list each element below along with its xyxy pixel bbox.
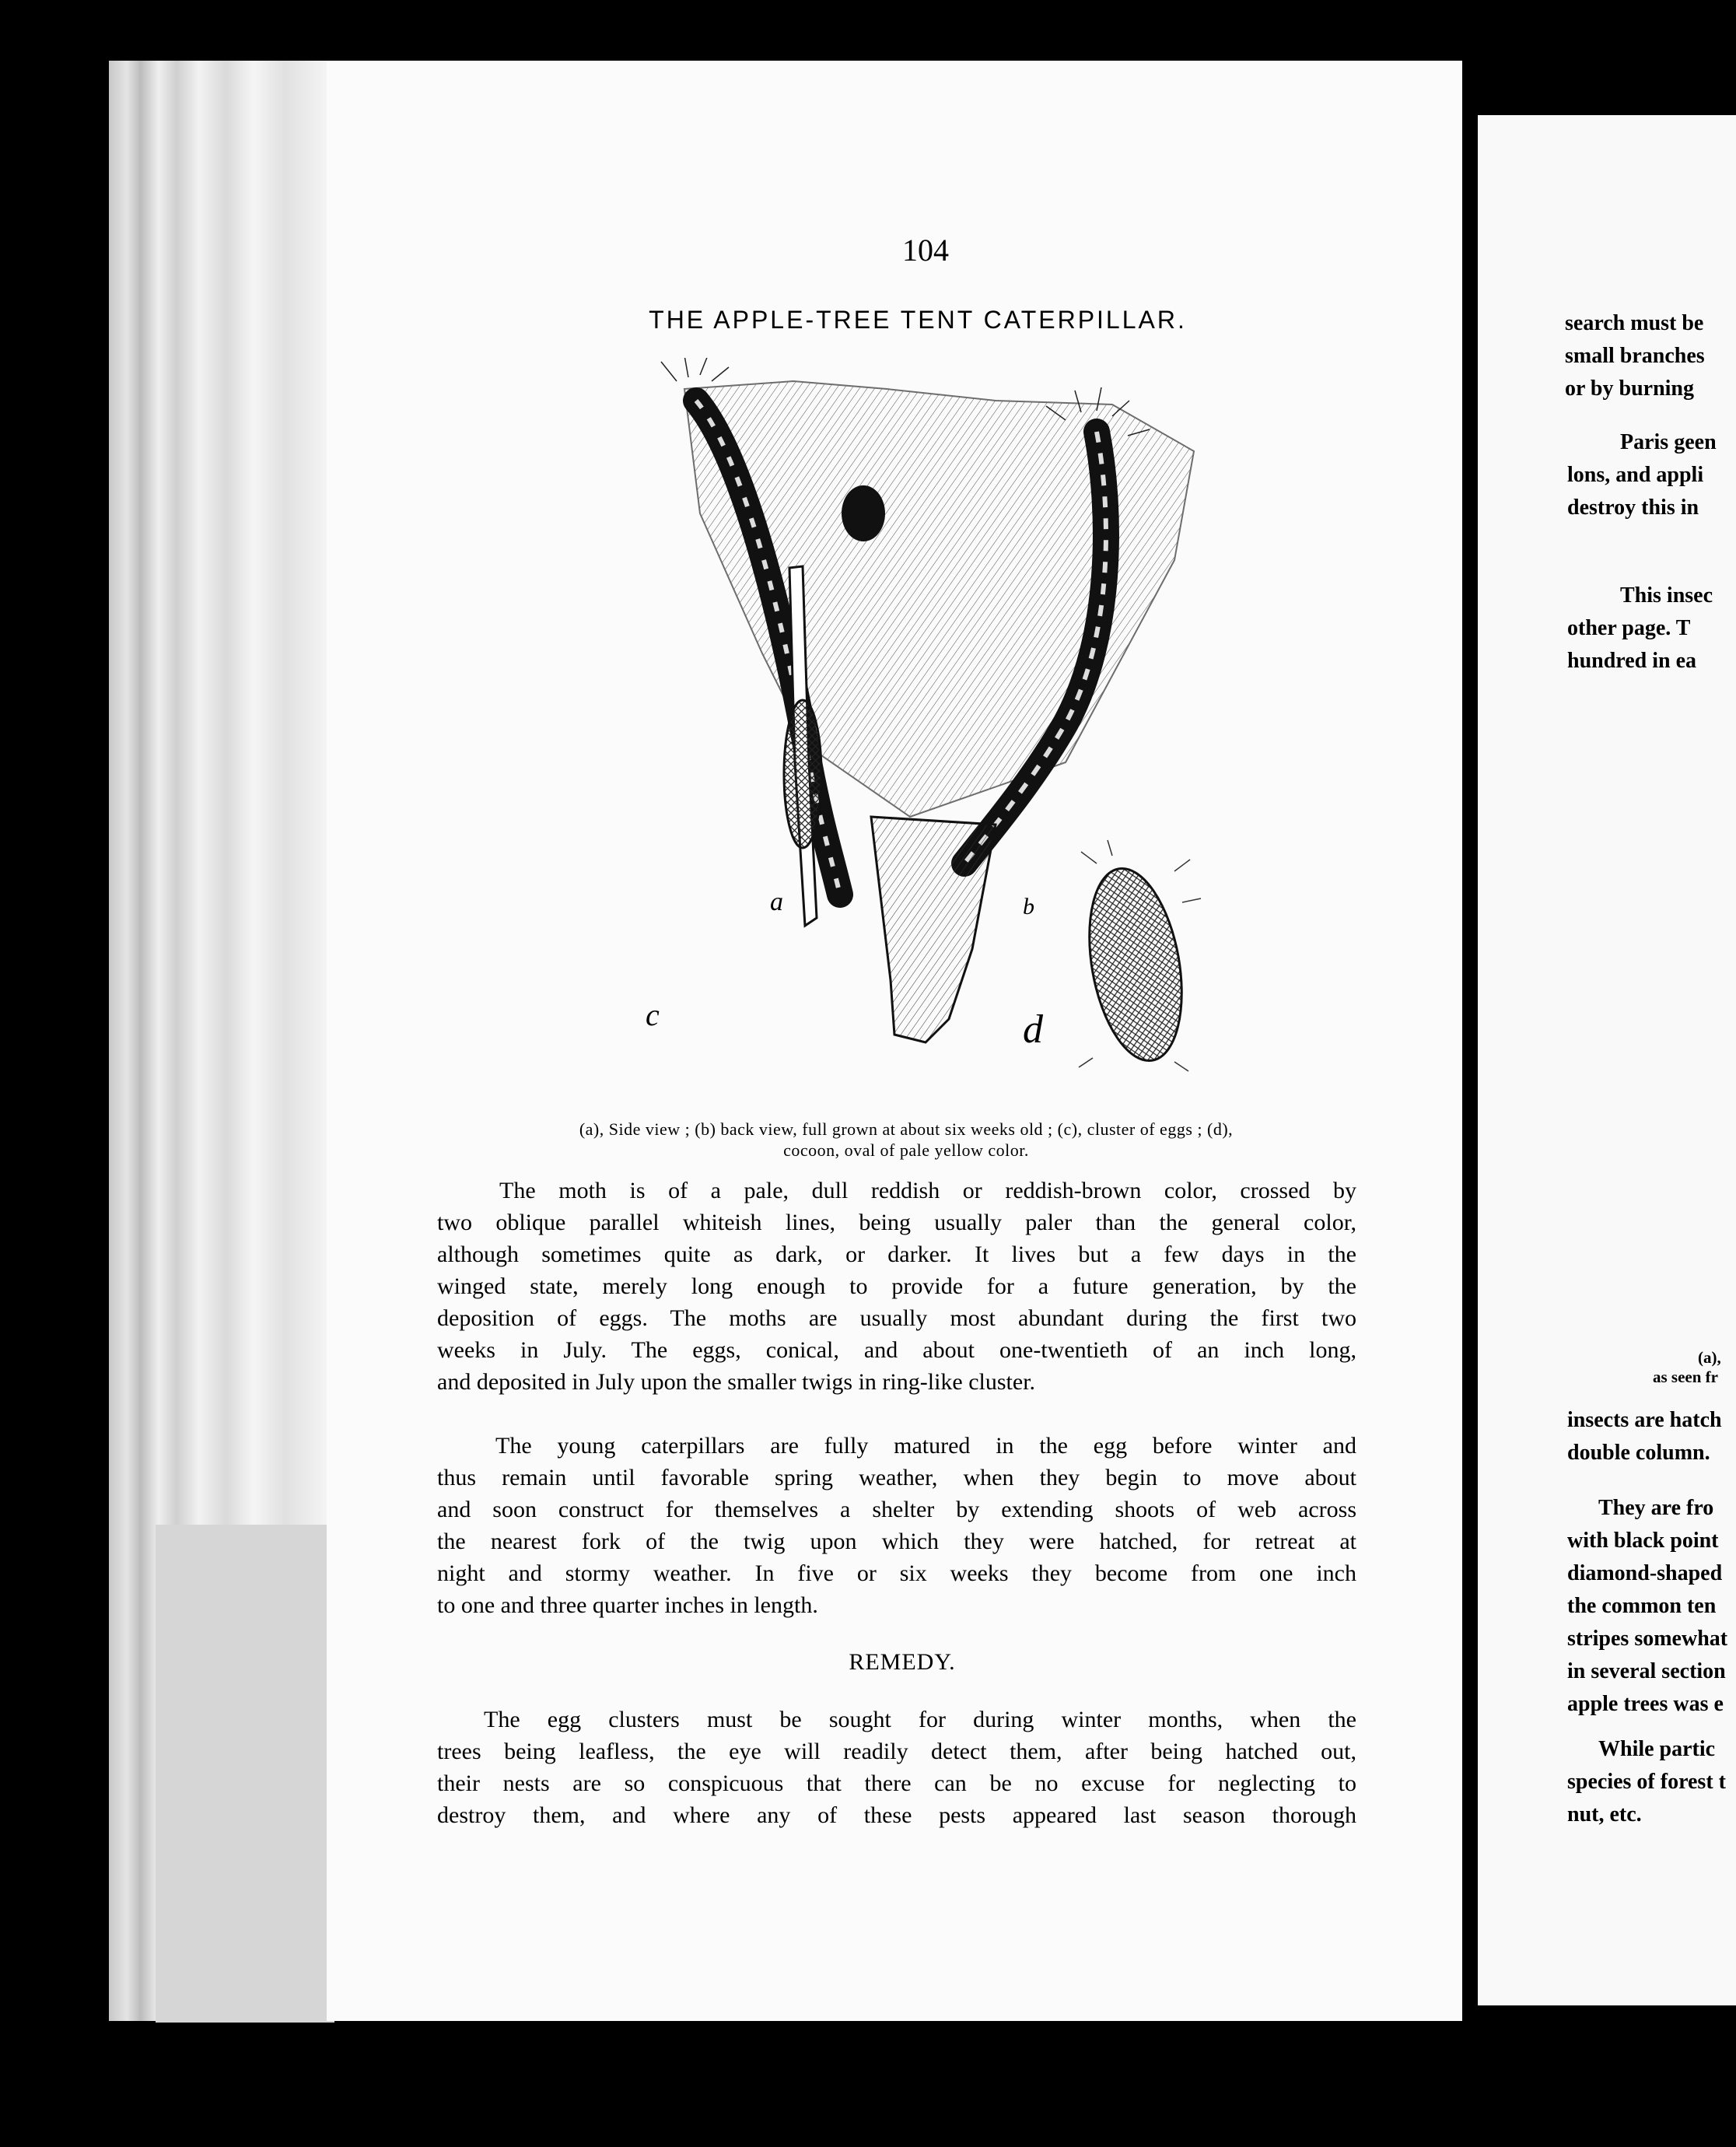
egg-cluster bbox=[784, 700, 821, 848]
figure-label-b: b bbox=[1023, 894, 1034, 919]
text-line: The moth is of a pale, dull reddish or reddish-brown color, crossed by bbox=[499, 1178, 1356, 1203]
figure-label-c: c bbox=[646, 997, 660, 1032]
text-line: The young caterpillars are fully matured in the egg before winter and bbox=[495, 1433, 1356, 1459]
right-block-5 bbox=[1567, 1492, 1727, 1721]
caption-line: (a), Side view ; (b) back view, full grown at about six weeks old ; (c), cluster of eggs ; (d), bbox=[579, 1119, 1234, 1139]
remedy-heading: REMEDY. bbox=[849, 1649, 956, 1675]
web-hole bbox=[842, 485, 885, 541]
figure-label-a: a bbox=[770, 888, 783, 916]
right-caption-line: as seen fr bbox=[1653, 1368, 1718, 1386]
caption-line: cocoon, oval of pale yellow color. bbox=[783, 1140, 1029, 1160]
text-line: nut, etc. bbox=[1567, 1802, 1642, 1827]
text-line: the nearest fork of the twig upon which they were hatched, for retreat at bbox=[437, 1529, 1356, 1554]
text-line: They are fro bbox=[1598, 1496, 1714, 1520]
text-line: double column. bbox=[1567, 1441, 1710, 1465]
page-number: 104 bbox=[902, 233, 949, 268]
text-line: or by burning bbox=[1565, 377, 1694, 401]
text-line: night and stormy weather. In five or six weeks they become from one inch bbox=[437, 1560, 1356, 1586]
text-line: insects are hatch bbox=[1567, 1408, 1722, 1432]
text-line: diamond-shaped bbox=[1567, 1561, 1723, 1585]
text-line: and deposited in July upon the smaller twigs in ring-like cluster. bbox=[437, 1369, 1036, 1395]
twig bbox=[871, 817, 996, 1042]
paragraph-young-caterpillars bbox=[437, 1430, 1356, 1621]
text-line: two oblique parallel whiteish lines, being usually paler than the general color, bbox=[437, 1210, 1356, 1235]
text-line: stripes somewhat bbox=[1567, 1627, 1728, 1651]
text-line: trees being leafless, the eye will readily detect them, after being hatched out, bbox=[437, 1739, 1356, 1764]
text-line: winged state, merely long enough to provide for a future generation, by the bbox=[437, 1273, 1356, 1299]
text-line: destroy them, and where any of these pests appeared last season thorough bbox=[437, 1802, 1356, 1828]
right-block-2 bbox=[1567, 426, 1717, 524]
figure-label-d: d bbox=[1023, 1007, 1043, 1052]
cocoon bbox=[1076, 861, 1195, 1068]
text-line: This insec bbox=[1620, 583, 1713, 608]
text-line: hundred in ea bbox=[1567, 649, 1696, 673]
right-block-6 bbox=[1567, 1733, 1726, 1831]
text-line: Paris geen bbox=[1620, 430, 1717, 454]
text-line: in several section bbox=[1567, 1659, 1726, 1683]
caterpillar-illustration bbox=[630, 358, 1221, 1105]
page-heading: THE APPLE-TREE TENT CATERPILLAR. bbox=[649, 306, 1187, 334]
text-line: species of forest t bbox=[1567, 1770, 1726, 1794]
right-caption-a: (a), bbox=[1698, 1348, 1721, 1367]
paragraph-remedy bbox=[437, 1704, 1356, 1831]
text-line: destroy this in bbox=[1567, 496, 1699, 520]
text-line: lons, and appli bbox=[1567, 463, 1704, 487]
text-line: weeks in July. The eggs, conical, and about one-twentieth of an inch long, bbox=[437, 1337, 1356, 1363]
text-line: to one and three quarter inches in length. bbox=[437, 1592, 818, 1618]
text-line: other page. T bbox=[1567, 616, 1691, 640]
text-line: the common ten bbox=[1567, 1594, 1717, 1618]
figure-caption bbox=[447, 1119, 1365, 1161]
text-line: apple trees was e bbox=[1567, 1692, 1724, 1716]
right-block-3 bbox=[1567, 580, 1713, 678]
right-block-4 bbox=[1567, 1404, 1722, 1469]
right-block-1 bbox=[1565, 307, 1705, 405]
text-line: The egg clusters must be sought for during winter months, when the bbox=[484, 1707, 1356, 1732]
paragraph-moth bbox=[437, 1175, 1356, 1398]
page-edges-lower bbox=[156, 1525, 334, 2023]
text-line: their nests are so conspicuous that there can be no excuse for neglecting to bbox=[437, 1770, 1356, 1796]
text-line: search must be bbox=[1565, 311, 1704, 335]
text-line: deposition of eggs. The moths are usually most abundant during the first two bbox=[437, 1305, 1356, 1331]
text-line: with black point bbox=[1567, 1529, 1719, 1553]
text-line: and soon construct for themselves a shelter by extending shoots of web across bbox=[437, 1497, 1356, 1522]
text-line: thus remain until favorable spring weather, when they begin to move about bbox=[437, 1465, 1356, 1490]
text-line: although sometimes quite as dark, or darker. It lives but a few days in the bbox=[437, 1242, 1356, 1267]
text-line: While partic bbox=[1598, 1737, 1716, 1761]
text-line: small branches bbox=[1565, 344, 1705, 368]
